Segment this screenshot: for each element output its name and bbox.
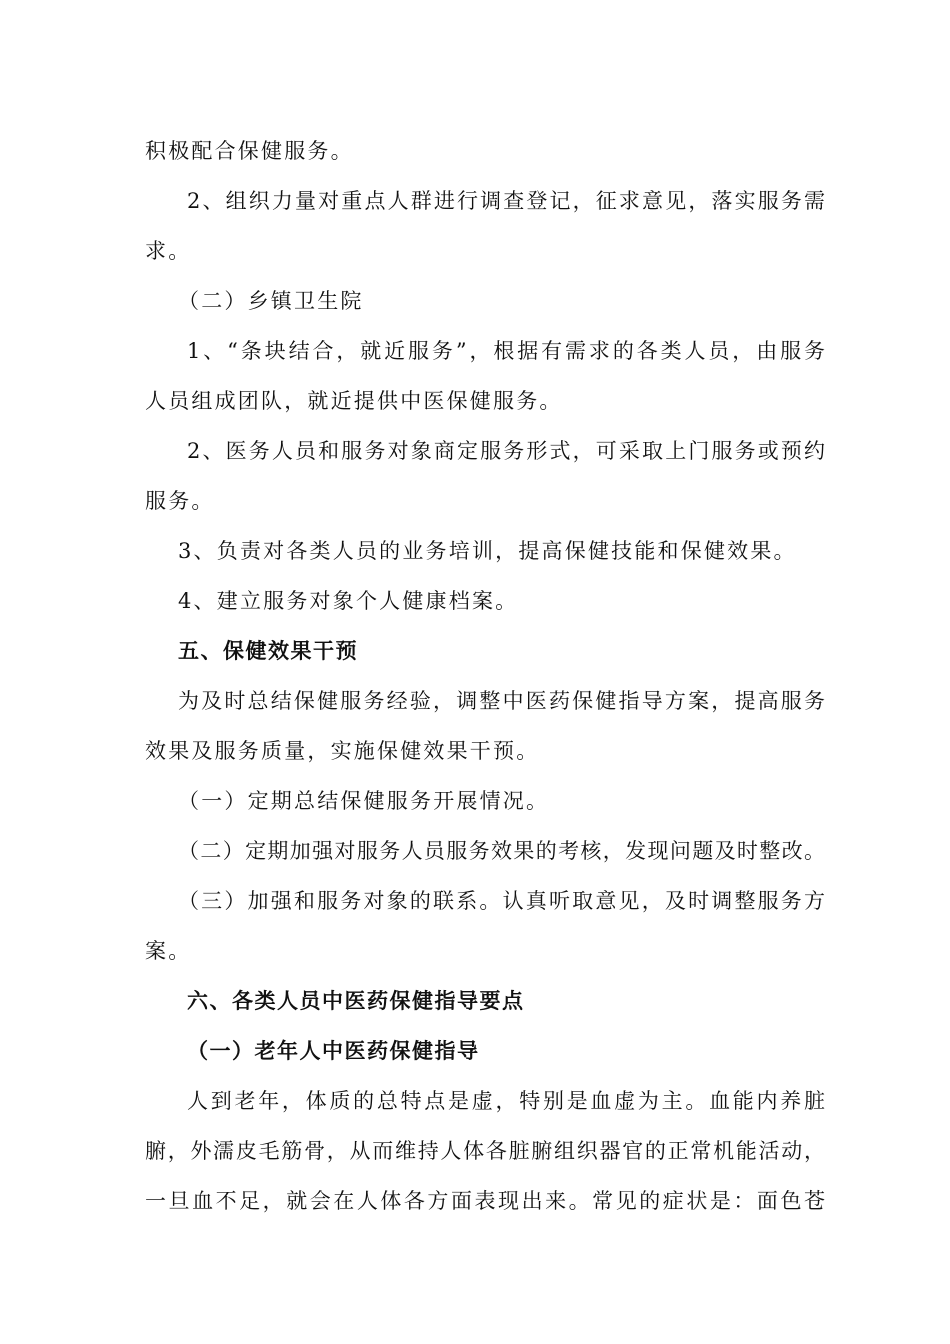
text-line: 1、“条块结合，就近服务”，根据有需求的各类人员，由服务 — [187, 339, 825, 363]
text-line: 3、负责对各类人员的业务培训，提高保健技能和保健效果。 — [178, 539, 797, 563]
text-line: （一）定期总结保健服务开展情况。 — [178, 789, 550, 813]
text-line: 人到老年，体质的总特点是虚，特别是血虚为主。血能内养脏 — [187, 1089, 825, 1113]
text-line: 效果及服务质量，实施保健效果干预。 — [145, 739, 540, 763]
section-heading: 六、各类人员中医药保健指导要点 — [187, 989, 525, 1013]
text-line: 一旦血不足，就会在人体各方面表现出来。常见的症状是：面色苍 — [145, 1189, 825, 1213]
text-line: 求。 — [145, 239, 192, 263]
text-line: 积极配合保健服务。 — [145, 139, 354, 163]
text-line: 腑，外濡皮毛筋骨，从而维持人体各脏腑组织器官的正常机能活动， — [145, 1139, 825, 1163]
subsection-heading: （一）老年人中医药保健指导 — [187, 1039, 480, 1063]
text-line: 人员组成团队，就近提供中医保健服务。 — [145, 389, 563, 413]
text-line: 案。 — [145, 939, 192, 963]
text-line: 服务。 — [145, 489, 215, 513]
section-heading: 五、保健效果干预 — [178, 639, 358, 663]
text-line: 2、医务人员和服务对象商定服务形式，可采取上门服务或预约 — [187, 439, 825, 463]
text-line: 为及时总结保健服务经验，调整中医药保健指导方案，提高服务 — [178, 689, 825, 713]
text-line: 2、组织力量对重点人群进行调查登记，征求意见，落实服务需 — [187, 189, 825, 213]
text-line: （二）定期加强对服务人员服务效果的考核，发现问题及时整改。 — [178, 839, 825, 863]
text-line: （三）加强和服务对象的联系。认真听取意见，及时调整服务方 — [178, 889, 825, 913]
section-heading: （二）乡镇卫生院 — [178, 289, 364, 313]
text-line: 4、建立服务对象个人健康档案。 — [178, 589, 519, 613]
